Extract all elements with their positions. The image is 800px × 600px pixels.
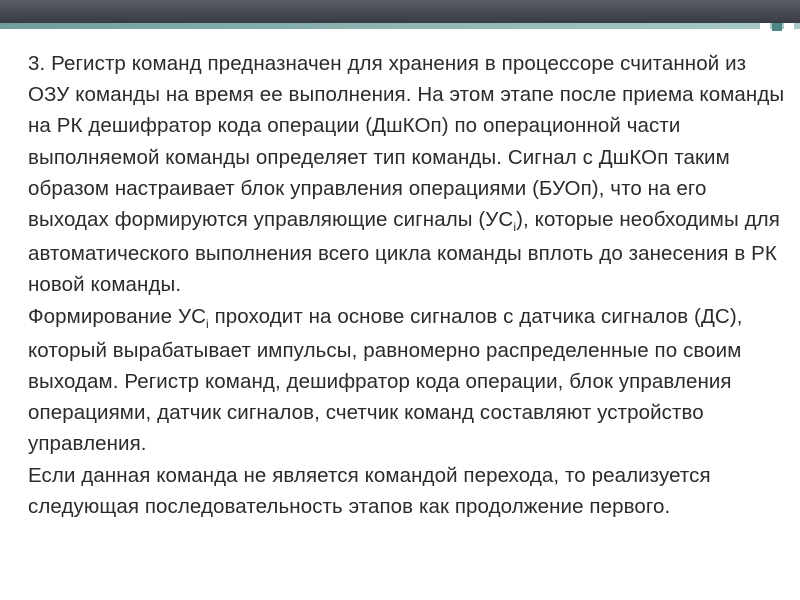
subscript-i: i bbox=[513, 220, 517, 235]
paragraph-text: Формирование УС bbox=[28, 304, 206, 328]
paragraph-next-stage: Если данная команда не является командой перехода, то реализуется следующая последовательность этапов как продолжение первого. bbox=[28, 463, 711, 518]
paragraph-text: проходит на основе сигналов с датчика сигналов (ДС), который вырабатывает импульсы, равномерно распределенные по своим выходам. Регистр команд, дешифратор кода операции, блок управления операциями, датчик сигналов, счетчик команд составляют устройство управления. bbox=[28, 304, 743, 456]
subscript-i: i bbox=[206, 316, 209, 331]
accent-notch-left bbox=[760, 23, 770, 31]
paragraph-text: 3. Регистр команд предназначен для хранения в процессоре считанной из ОЗУ команды на время ее выполнения. На этом этапе после приема команды на РК дешифратор кода операции (ДшКОп) по операционной части выполняемой команды определяет тип команды. Сигнал с ДшКОп таким образом настраивает блок управления операциями (БУОп), что на его выходах формируются управляющие сигналы (УС bbox=[28, 52, 785, 232]
paragraph-control-register bbox=[28, 48, 788, 301]
paragraph-signal-formation bbox=[28, 301, 788, 460]
paragraph-text: ), которые необходимы для автоматического выполнения всего цикла команды вплоть до занесения в РК новой команды. bbox=[28, 208, 780, 297]
slide-header-bar bbox=[0, 0, 800, 23]
slide-body-text bbox=[28, 48, 788, 522]
accent-notch-right bbox=[784, 23, 794, 31]
accent-square bbox=[772, 23, 782, 31]
slide-accent-gap bbox=[0, 29, 800, 31]
